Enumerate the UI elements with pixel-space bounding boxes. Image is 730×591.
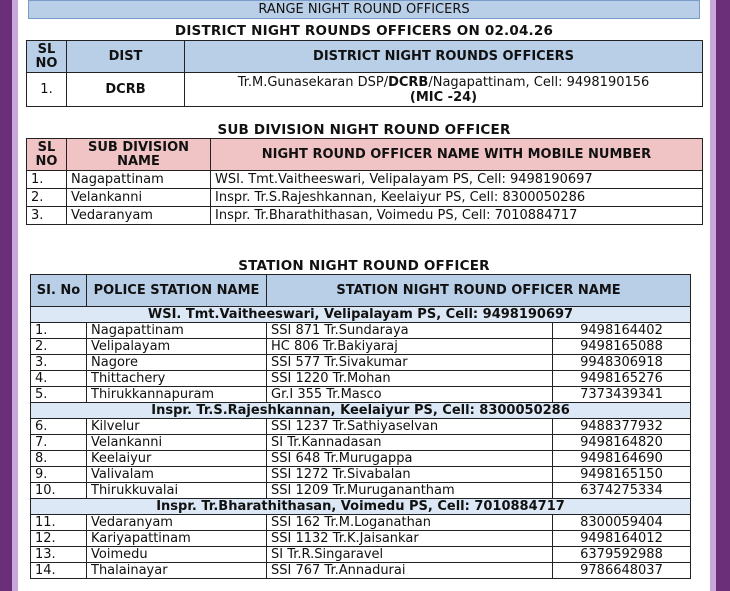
cell-officer: SSI 648 Tr.Murugappa: [267, 451, 553, 467]
frame-border-left-inner: [12, 0, 18, 591]
cell-sl: 10.: [31, 483, 87, 499]
cell-station: Thalainayar: [87, 563, 267, 579]
header-sl-no: SI. No: [31, 275, 87, 307]
cell-phone: 7373439341: [553, 387, 691, 403]
table-row: [27, 171, 703, 189]
cell-officer: SSI 162 Tr.M.Loganathan: [267, 515, 553, 531]
cell-officer: SSI 1237 Tr.Sathiyaselvan: [267, 419, 553, 435]
cell-station: Nagapattinam: [87, 323, 267, 339]
group-row: [31, 307, 691, 323]
cell-sl: 3.: [27, 207, 67, 225]
officer-unit: DCRB: [388, 74, 429, 90]
cell-sl: 1.: [27, 171, 67, 189]
table-row: [31, 467, 691, 483]
cell-station: Kilvelur: [87, 419, 267, 435]
district-heading: DISTRICT NIGHT ROUNDS OFFICERS ON 02.04.26: [174, 23, 554, 39]
cell-sl: 1.: [31, 323, 87, 339]
cell-station: Keelaiyur: [87, 451, 267, 467]
group-title: Inspr. Tr.Bharathithasan, Voimedu PS, Cell: 7010884717: [31, 499, 691, 515]
table-row: [31, 355, 691, 371]
cell-officer: SI Tr.Kannadasan: [267, 435, 553, 451]
table-row: [31, 323, 691, 339]
cell-subdivision: Vedaranyam: [67, 207, 211, 225]
subdivision-heading: SUB DIVISION NIGHT ROUND OFFICER: [217, 122, 511, 138]
cell-sl: 1.: [27, 73, 67, 107]
cell-officer: Inspr. Tr.Bharathithasan, Voimedu PS, Cell: 7010884717: [211, 207, 703, 225]
cell-dist: DCRB: [67, 73, 185, 107]
cell-officer: HC 806 Tr.Bakiyaraj: [267, 339, 553, 355]
table-row: [31, 547, 691, 563]
header-sl-no: SL NO: [27, 41, 67, 73]
officer-name: Tr.M.Gunasekaran DSP/: [237, 74, 389, 90]
station-heading: STATION NIGHT ROUND OFFICER: [238, 258, 490, 274]
cell-station: Nagore: [87, 355, 267, 371]
group-row: [31, 499, 691, 515]
header-police-station-name: POLICE STATION NAME: [87, 275, 267, 307]
table-row: [31, 563, 691, 579]
header-dist: DIST: [67, 41, 185, 73]
table-row: [27, 73, 703, 107]
cell-phone: 9948306918: [553, 355, 691, 371]
cell-sl: 3.: [31, 355, 87, 371]
cell-station: Voimedu: [87, 547, 267, 563]
cell-station: Velankanni: [87, 435, 267, 451]
cell-sl: 6.: [31, 419, 87, 435]
table-row: [31, 435, 691, 451]
table-row: [31, 419, 691, 435]
cell-phone: 9488377932: [553, 419, 691, 435]
table-row: [31, 371, 691, 387]
table-row: [31, 451, 691, 467]
cell-officer: SSI 577 Tr.Sivakumar: [267, 355, 553, 371]
cell-sl: 4.: [31, 371, 87, 387]
cell-sl: 12.: [31, 531, 87, 547]
cell-phone: 6374275334: [553, 483, 691, 499]
cell-phone: 9786648037: [553, 563, 691, 579]
officer-location-cell: /Nagapattinam, Cell: 9498190156: [428, 74, 650, 90]
cell-officer: WSI. Tmt.Vaitheeswari, Velipalayam PS, Cell: 9498190697: [211, 171, 703, 189]
group-title: WSI. Tmt.Vaitheeswari, Velipalayam PS, Cell: 9498190697: [31, 307, 691, 323]
table-row: [31, 339, 691, 355]
cell-sl: 7.: [31, 435, 87, 451]
cell-sl: 13.: [31, 547, 87, 563]
header-subdivision-name: SUB DIVISION NAME: [67, 139, 211, 171]
cell-sl: 14.: [31, 563, 87, 579]
cell-officer: SSI 1209 Tr.Muruganantham: [267, 483, 553, 499]
cell-phone: 9498164690: [553, 451, 691, 467]
cell-station: Vedaranyam: [87, 515, 267, 531]
header-sl-no: SL NO: [27, 139, 67, 171]
cell-officer: SSI 767 Tr.Annadurai: [267, 563, 553, 579]
cell-district-officer: [185, 73, 703, 107]
cell-sl: 2.: [27, 189, 67, 207]
cell-phone: 8300059404: [553, 515, 691, 531]
table-row: [31, 531, 691, 547]
group-title: Inspr. Tr.S.Rajeshkannan, Keelaiyur PS, Cell: 8300050286: [31, 403, 691, 419]
table-row: [31, 515, 691, 531]
cell-officer: SI Tr.R.Singaravel: [267, 547, 553, 563]
cell-officer: SSI 871 Tr.Sundaraya: [267, 323, 553, 339]
table-row: [31, 483, 691, 499]
station-table: [30, 274, 691, 579]
cell-sl: 8.: [31, 451, 87, 467]
cell-phone: 9498164012: [553, 531, 691, 547]
cell-officer: Inspr. Tr.S.Rajeshkannan, Keelaiyur PS, Cell: 8300050286: [211, 189, 703, 207]
subdivision-table: [26, 138, 703, 225]
cell-officer: SSI 1220 Tr.Mohan: [267, 371, 553, 387]
cell-officer: SSI 1272 Tr.Sivabalan: [267, 467, 553, 483]
cell-subdivision: Nagapattinam: [67, 171, 211, 189]
cell-phone: 9498165276: [553, 371, 691, 387]
cell-phone: 6379592988: [553, 547, 691, 563]
frame-border-right: [716, 0, 730, 591]
cell-sl: 2.: [31, 339, 87, 355]
header-night-round-officer: NIGHT ROUND OFFICER NAME WITH MOBILE NUMBER: [211, 139, 703, 171]
district-table: [26, 40, 703, 107]
cell-phone: 9498164820: [553, 435, 691, 451]
officer-mic: (MIC -24): [409, 89, 478, 105]
cell-phone: 9498164402: [553, 323, 691, 339]
cell-officer: Gr.I 355 Tr.Masco: [267, 387, 553, 403]
cell-station: Kariyapattinam: [87, 531, 267, 547]
cell-station: Velipalayam: [87, 339, 267, 355]
group-row: [31, 403, 691, 419]
cell-officer: SSI 1132 Tr.K.Jaisankar: [267, 531, 553, 547]
cell-station: Thirukkannapuram: [87, 387, 267, 403]
header-station-officer-name: STATION NIGHT ROUND OFFICER NAME: [267, 275, 691, 307]
cell-station: Valivalam: [87, 467, 267, 483]
cell-station: Thittachery: [87, 371, 267, 387]
cell-phone: 9498165150: [553, 467, 691, 483]
document-page: [22, 0, 706, 579]
header-district-officers: DISTRICT NIGHT ROUNDS OFFICERS: [185, 41, 703, 73]
cell-sl: 5.: [31, 387, 87, 403]
table-row: [27, 207, 703, 225]
cell-sl: 11.: [31, 515, 87, 531]
cell-phone: 9498165088: [553, 339, 691, 355]
range-banner: RANGE NIGHT ROUND OFFICERS: [28, 0, 700, 19]
table-row: [27, 189, 703, 207]
cell-station: Thirukkuvalai: [87, 483, 267, 499]
cell-subdivision: Velankanni: [67, 189, 211, 207]
cell-sl: 9.: [31, 467, 87, 483]
table-row: [31, 387, 691, 403]
frame-border-left: [0, 0, 12, 591]
